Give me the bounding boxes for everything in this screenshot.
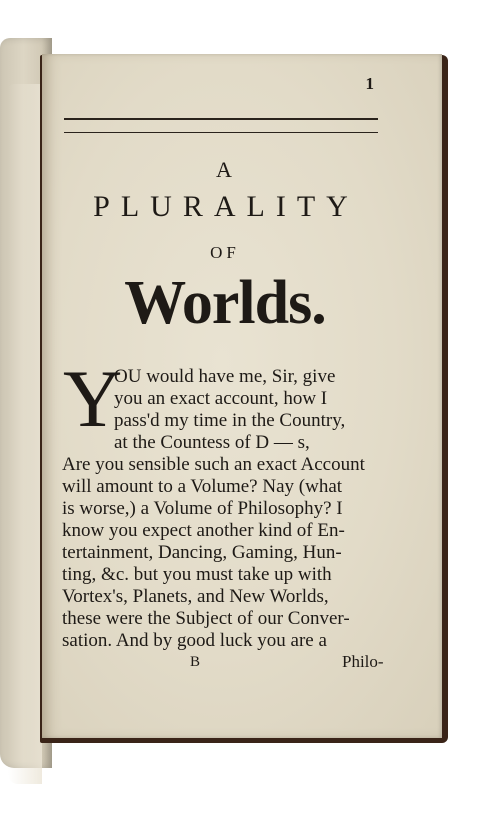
body-line: OU would have me, Sir, give xyxy=(114,366,336,387)
body-line: tertainment, Dancing, Gaming, Hun- xyxy=(62,542,342,563)
body-line: is worse,) a Volume of Philosophy? I xyxy=(62,498,343,519)
body-line: Are you sensible such an exact Account xyxy=(62,454,365,475)
signature-mark: B xyxy=(190,654,202,670)
title-plurality: PLURALITY xyxy=(93,190,359,223)
page-number: 1 xyxy=(365,74,374,93)
body-line: these were the Subject of our Conver- xyxy=(62,608,350,629)
catchword: Philo- xyxy=(342,652,384,671)
body-line: Vortex's, Planets, and New Worlds, xyxy=(62,586,329,607)
book-page xyxy=(42,54,442,738)
title-of: OF xyxy=(210,243,240,262)
body-line: you an exact account, how I xyxy=(114,388,328,409)
title-worlds: Worlds. xyxy=(124,269,326,337)
body-line: pass'd my time in the Country, xyxy=(114,410,346,431)
left-page-surface xyxy=(8,84,42,784)
body-line: know you expect another kind of En- xyxy=(62,520,345,541)
body-line: will amount to a Volume? Nay (what xyxy=(62,476,343,497)
header-rule-thin xyxy=(64,132,378,133)
body-line: at the Countess of D — s, xyxy=(114,432,310,453)
header-rule-thick xyxy=(64,118,378,120)
drop-cap: Y xyxy=(63,353,123,444)
body-line: sation. And by good luck you are a xyxy=(62,630,327,651)
body-line: ting, &c. but you must take up with xyxy=(62,564,332,585)
title-a: A xyxy=(216,157,234,182)
